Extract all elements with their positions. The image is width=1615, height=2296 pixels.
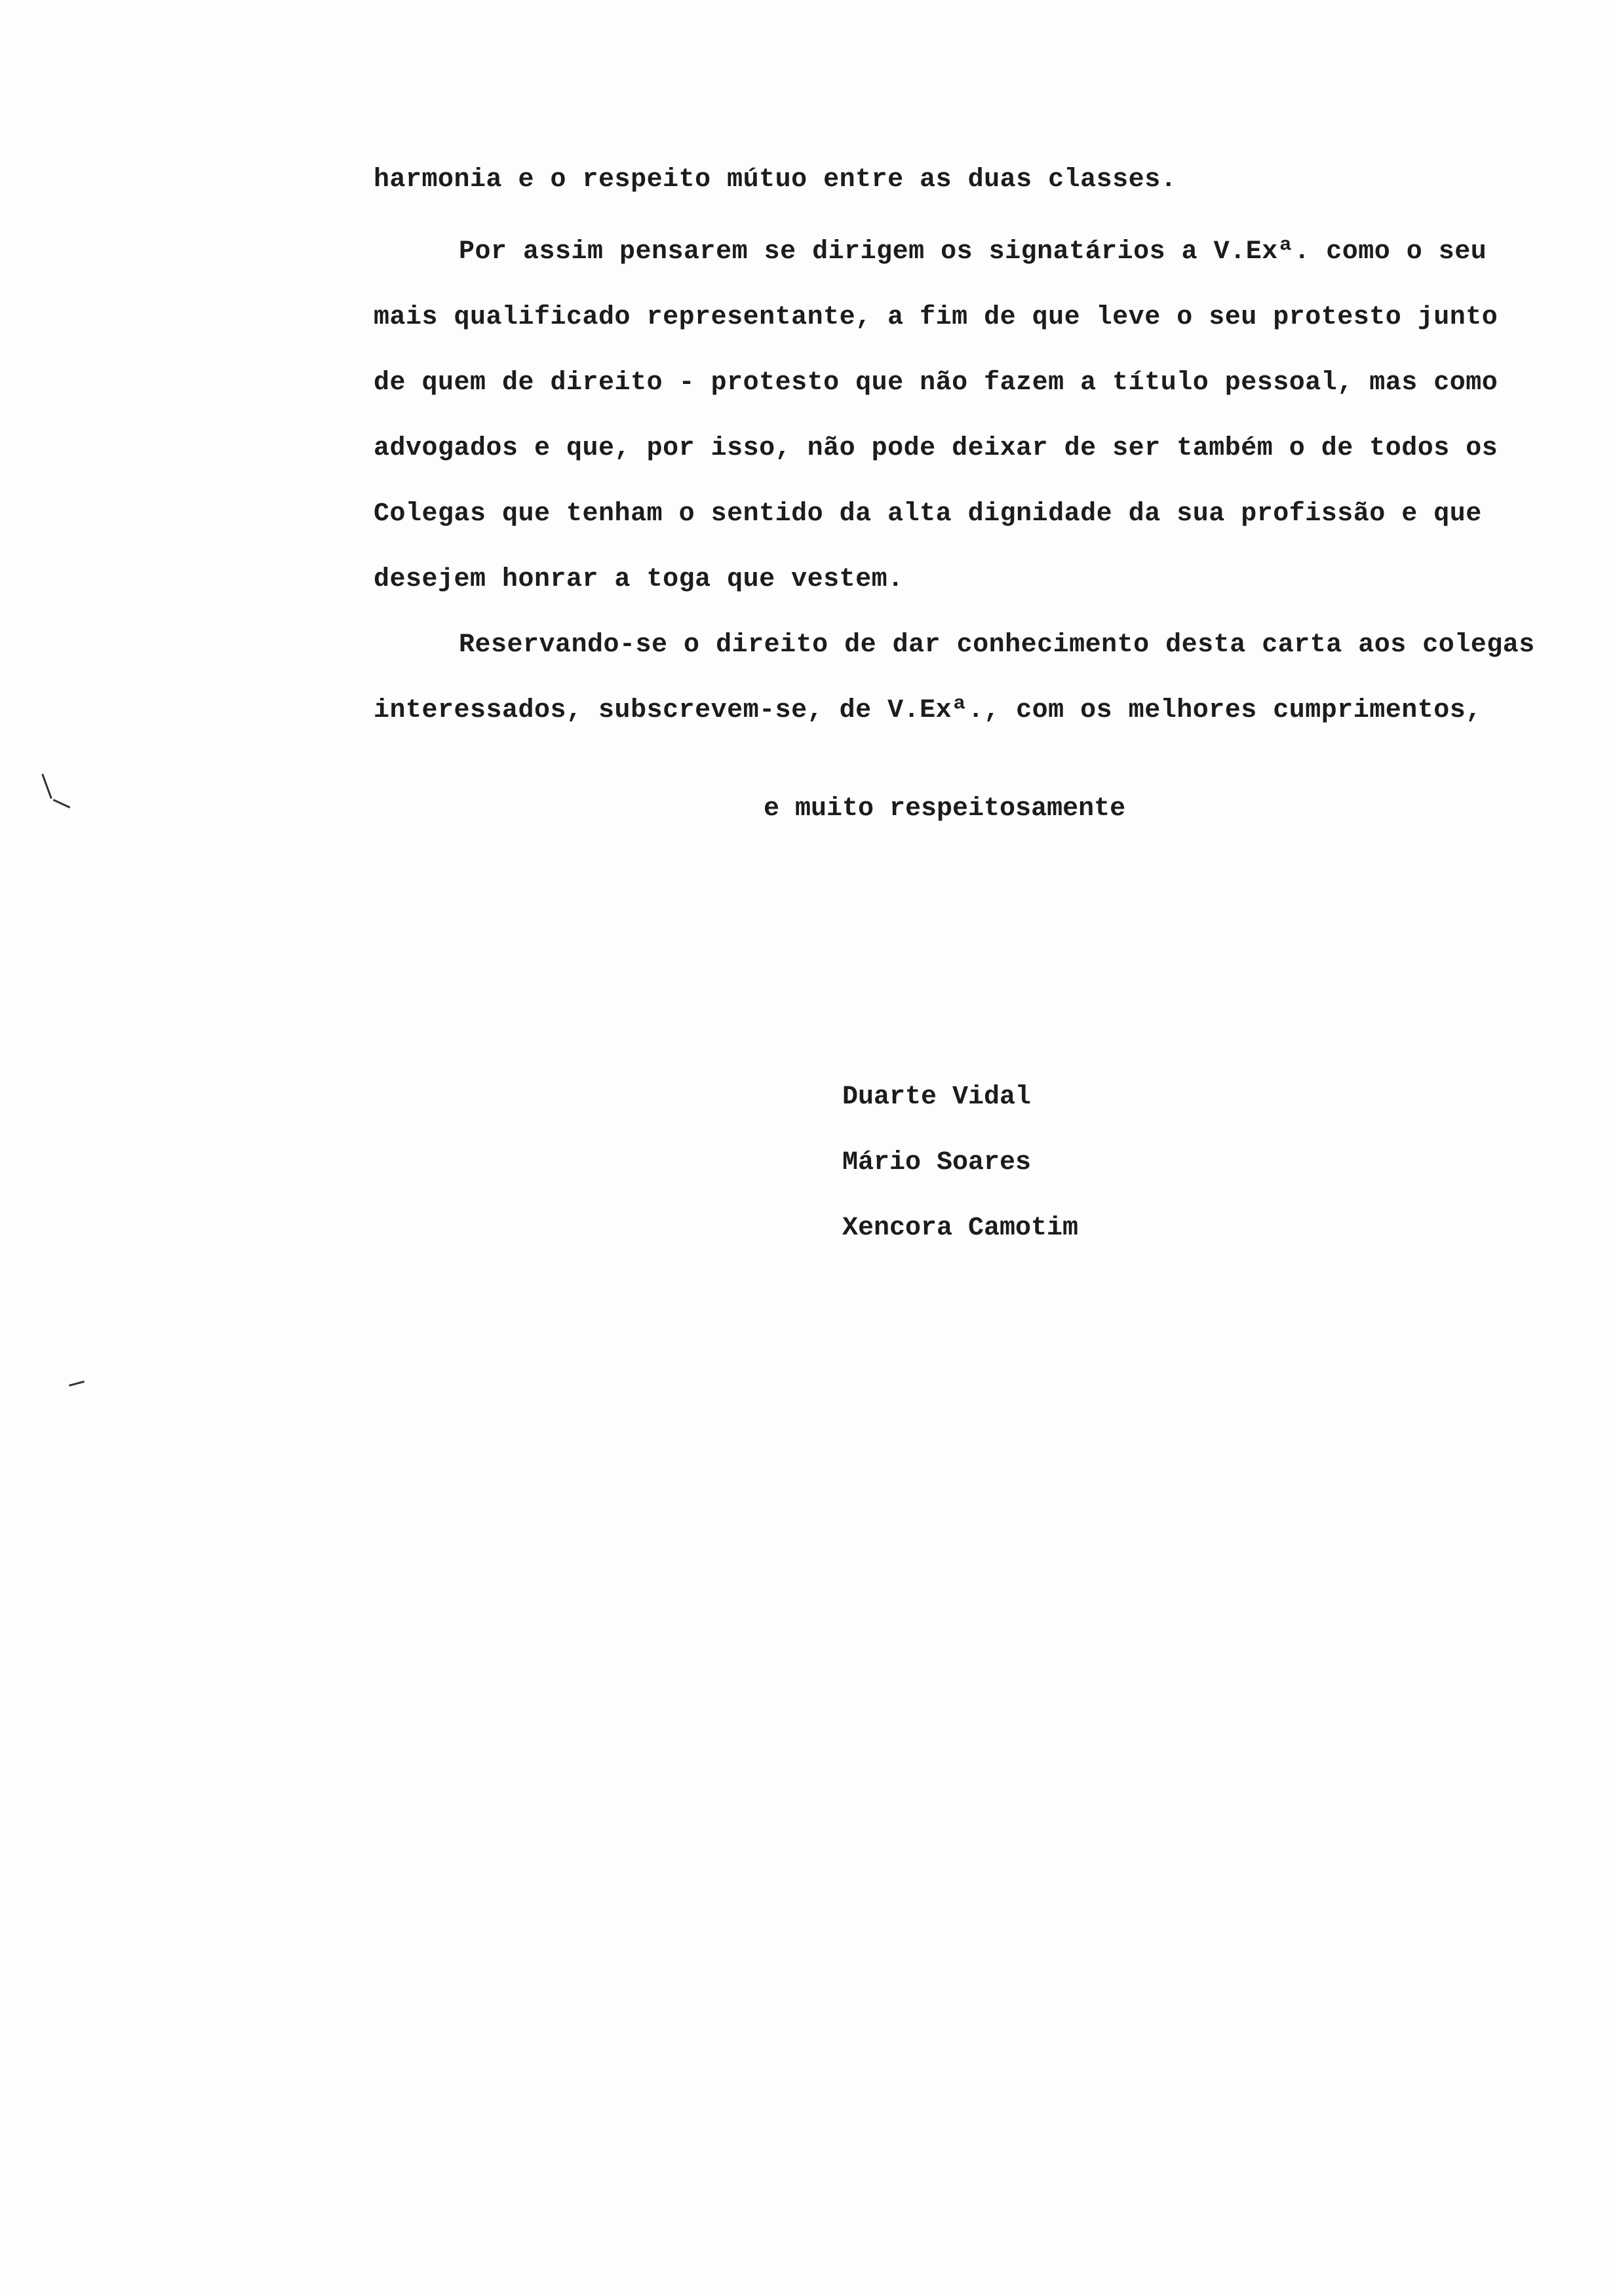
scan-mark [53, 799, 71, 809]
letter-line: harmonia e o respeito mútuo entre as duas classes. [374, 165, 1177, 195]
letter-line: advogados e que, por isso, não pode deixar de ser também o de todos os [374, 434, 1498, 463]
letter-line: Colegas que tenham o sentido da alta dignidade da sua profissão e que [374, 499, 1482, 529]
scan-mark [41, 774, 52, 799]
closing-phrase: e muito respeitosamente [764, 794, 1126, 824]
letter-line: Por assim pensarem se dirigem os signatários a V.Exª. como o seu [459, 237, 1487, 267]
letter-line: desejem honrar a toga que vestem. [374, 565, 904, 594]
letter-line: Reservando-se o direito de dar conhecimento desta carta aos colegas [459, 630, 1535, 660]
signatory-name: Xencora Camotim [842, 1214, 1079, 1243]
letter-line: mais qualificado representante, a fim de que leve o seu protesto junto [374, 303, 1498, 332]
signatory-name: Duarte Vidal [842, 1082, 1032, 1112]
scan-mark [69, 1381, 85, 1387]
letter-line: de quem de direito - protesto que não fazem a título pessoal, mas como [374, 368, 1498, 398]
signatory-name: Mário Soares [842, 1148, 1032, 1177]
letter-line: interessados, subscrevem-se, de V.Exª., com os melhores cumprimentos, [374, 696, 1482, 725]
